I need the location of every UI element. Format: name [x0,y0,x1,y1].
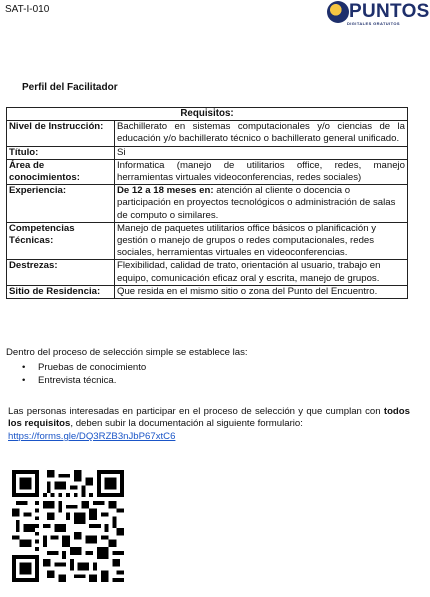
row-value: Flexibilidad, calidad de trato, orientación al usuario, trabajo en equipo, comunicación eficaz oral y escrita, manejo de grupos. [115,260,408,285]
requirements-table [6,107,408,299]
row-label: Sitio de Residencia: [7,285,115,298]
row-value: Bachillerato en sistemas computacionales y/o ciencias de la educación y/o bachillerato técnico o bachillerato general unificado. [115,121,408,146]
row-value: Informatica (manejo de utilitarios office, redes, manejo herramientas virtuales videoconferencias, redes sociales) [115,159,408,184]
list-item: • Entrevista técnica. [12,374,146,387]
application-text-end: , deben subir la documentación al siguiente formulario: [70,418,303,430]
row-value: Si [115,146,408,159]
table-row [7,222,408,260]
section-title: Perfil del Facilitador [22,82,118,93]
table-row [7,285,408,298]
logo-mark-icon [327,1,349,23]
table-row [7,146,408,159]
table-row [7,260,408,285]
experience-detail: atención al cliente o docencia o participación en proyectos tecnológicos o administración de salas de computo o similares. [117,185,396,221]
table-row [7,121,408,146]
application-text-bold: todos los requisitos [8,406,410,430]
row-label: Nivel de Instrucción: [7,121,115,146]
application-text-start: Las personas interesadas en participar en el proceso de selección y que cumplan con [8,406,384,417]
row-label: Experiencia: [7,185,115,223]
row-label: Área de conocimientos: [7,159,115,184]
logo-tagline: DIGITALES GRATUITOS [347,21,400,26]
table-row [7,159,408,184]
logo-name: PUNTOS [349,1,430,22]
form-link[interactable]: https://forms.gle/DQ3RZB3nJbP67xtC6 [8,431,176,442]
row-value: Manejo de paquetes utilitarios office básicos o planificación y gestión o manejo de grupos o redes computacionales, redes sociales, herramientas virtuales en videoconferencias. [115,222,408,260]
document-code: SAT-I-010 [5,4,50,15]
qr-code-icon [12,470,124,582]
selection-list [12,361,146,387]
row-value: Que resida en el mismo sitio o zona del Punto del Encuentro. [115,285,408,298]
row-value-experience [115,185,408,223]
list-item: • Pruebas de conocimiento [12,361,146,374]
table-header: Requisitos: [7,108,408,121]
row-label: Competencias Técnicas: [7,222,115,260]
experience-duration: De 12 a 18 meses en: [117,185,214,197]
selection-intro: Dentro del proceso de selección simple se establece las: [6,347,248,358]
row-label: Título: [7,146,115,159]
puntos-logo [327,1,430,27]
table-header-row [7,108,408,121]
application-paragraph [8,406,410,431]
table-row [7,185,408,223]
row-label: Destrezas: [7,260,115,285]
